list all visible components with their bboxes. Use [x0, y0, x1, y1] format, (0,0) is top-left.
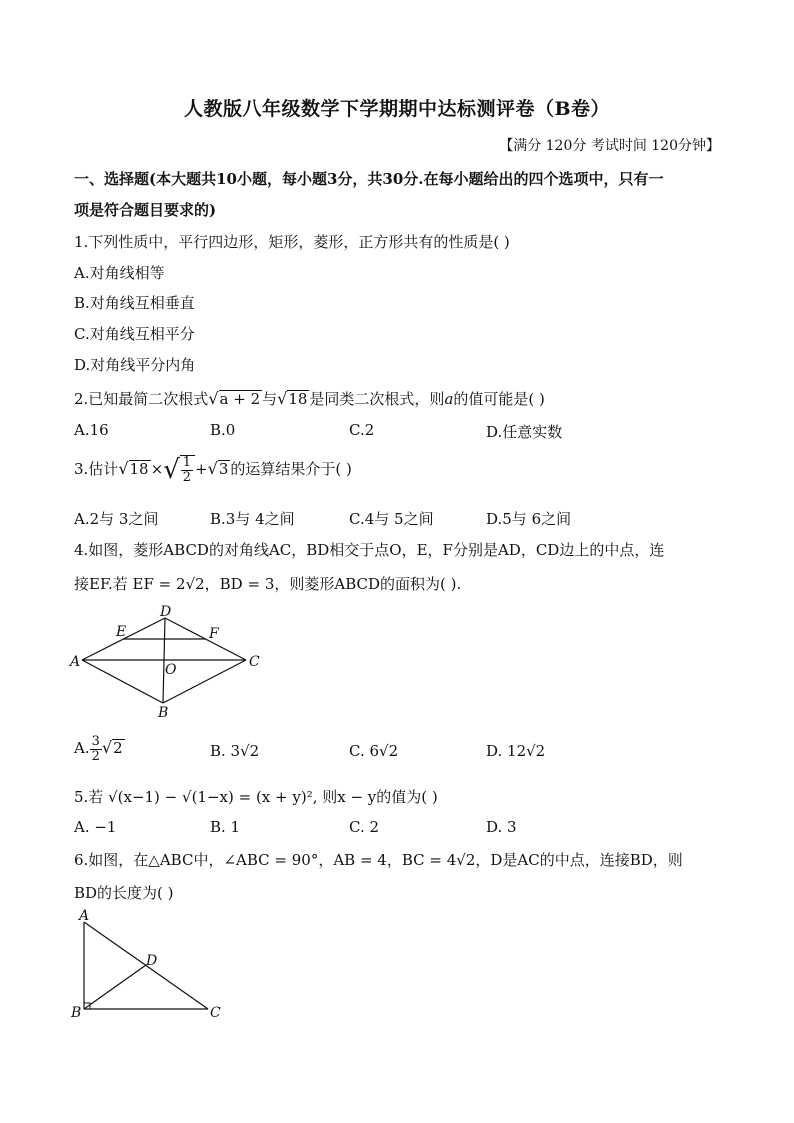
q3-stem: 3.估计√18 ×√ $\frac{1}{2}$ +√3 的运算结果介于( ) — [74, 455, 352, 485]
q4-rhombus-figure — [68, 600, 268, 720]
q3-option-a: A.2与 3之间 — [74, 510, 159, 528]
q3-stem-post: 的运算结果介于( ) — [230, 460, 352, 478]
q5-stem: 5.若 √(x−1) − √(1−x) = (x + y)², 则x − y的值为( ) — [74, 788, 438, 806]
q6-label-B: B — [71, 1005, 82, 1021]
q3-fraction-num: 1 — [182, 455, 192, 471]
q3-plus: + — [195, 460, 208, 478]
page-title: 人教版八年级数学下学期期中达标测评卷（B卷） — [183, 98, 611, 120]
q2-radical-1: a + 2 — [219, 390, 261, 408]
q4-stem-line1: 4.如图，菱形ABCD的对角线AC，BD相交于点O，E，F分别是AD，CD边上的中点，连 — [74, 541, 665, 559]
q1-option-a: A.对角线相等 — [74, 264, 165, 282]
q3-option-c: C.4与 5之间 — [349, 510, 434, 528]
q3-stem-pre: 3.估计 — [74, 460, 119, 478]
q2-option-b: B.0 — [210, 421, 236, 439]
q4-label-O: O — [165, 662, 177, 678]
q6-stem-line1: 6.如图，在△ABC中，∠ABC = 90°，AB = 4，BC = 4√2，D是AC的中点，连接BD，则 — [74, 851, 683, 869]
section-heading-line1: 一、选择题(本大题共10小题，每小题3分，共30分.在每小题给出的四个选项中，只有一 — [74, 170, 664, 188]
q4-label-F: F — [209, 626, 219, 642]
q4-option-c: C. 6√2 — [349, 742, 399, 760]
q5-option-d: D. 3 — [486, 818, 517, 836]
q3-option-d: D.5与 6之间 — [486, 510, 572, 528]
q3-radical-2: 3 — [218, 460, 229, 478]
q4-option-b: B. 3√2 — [210, 742, 260, 760]
q6-stem-line2: BD的长度为( ) — [74, 884, 174, 902]
q4-option-a: A. $\frac{3}{2}$ √2 — [74, 734, 123, 764]
q2-option-a: A.16 — [74, 421, 109, 439]
section-heading-line2: 项是符合题目要求的) — [74, 201, 217, 219]
exam-meta: 【满分 120分 考试时间 120分钟】 — [499, 138, 720, 154]
q4-label-A: A — [70, 654, 81, 670]
q4-option-a-radical: 2 — [113, 739, 123, 758]
q6-triangle-figure — [68, 905, 238, 1025]
q2-option-c: C.2 — [349, 421, 375, 439]
q4-label-C: C — [249, 654, 260, 670]
q1-option-c: C.对角线互相平分 — [74, 325, 195, 343]
q2-radical-2: 18 — [288, 390, 308, 408]
q4-option-d: D. 12√2 — [486, 742, 546, 760]
q2-stem-mid: 与 — [262, 390, 278, 408]
q5-option-c: C. 2 — [349, 818, 380, 836]
q5-option-a: A. −1 — [74, 818, 117, 836]
q6-label-A: A — [79, 908, 90, 924]
q3-radical-1: 18 — [129, 460, 149, 478]
q1-stem: 1.下列性质中，平行四边形，矩形，菱形，正方形共有的性质是( ) — [74, 233, 510, 251]
q2-option-d: D.任意实数 — [486, 423, 563, 441]
q4-stem-line2: 接EF.若 EF = 2√2，BD = 3，则菱形ABCD的面积为( ). — [74, 575, 462, 593]
q5-option-b: B. 1 — [210, 818, 241, 836]
q4-option-a-den: 2 — [91, 748, 100, 764]
q3-option-b: B.3与 4之间 — [210, 510, 295, 528]
q2-stem-pre: 2.已知最简二次根式 — [74, 390, 209, 408]
q3-times: × — [150, 460, 164, 478]
q4-label-E: E — [116, 624, 127, 640]
q2-stem-post2: 的值可能是( ) — [453, 390, 545, 408]
q2-stem: 2.已知最简二次根式√a + 2 与√18 是同类二次根式，则a的值可能是( ) — [74, 389, 545, 408]
q6-label-D: D — [146, 953, 158, 969]
q2-stem-post: 是同类二次根式，则 — [309, 390, 445, 408]
q1-option-b: B.对角线互相垂直 — [74, 294, 195, 312]
q2-variable: a — [444, 390, 454, 408]
q3-fraction — [181, 456, 193, 484]
q4-label-D: D — [160, 604, 172, 620]
q3-fraction-den: 2 — [182, 470, 192, 485]
q4-label-B: B — [158, 705, 169, 720]
q4-option-a-prefix: A. — [74, 739, 90, 758]
q4-option-a-num: 3 — [91, 734, 100, 749]
q6-label-C: C — [210, 1005, 221, 1021]
q1-option-d: D.对角线平分内角 — [74, 356, 196, 374]
